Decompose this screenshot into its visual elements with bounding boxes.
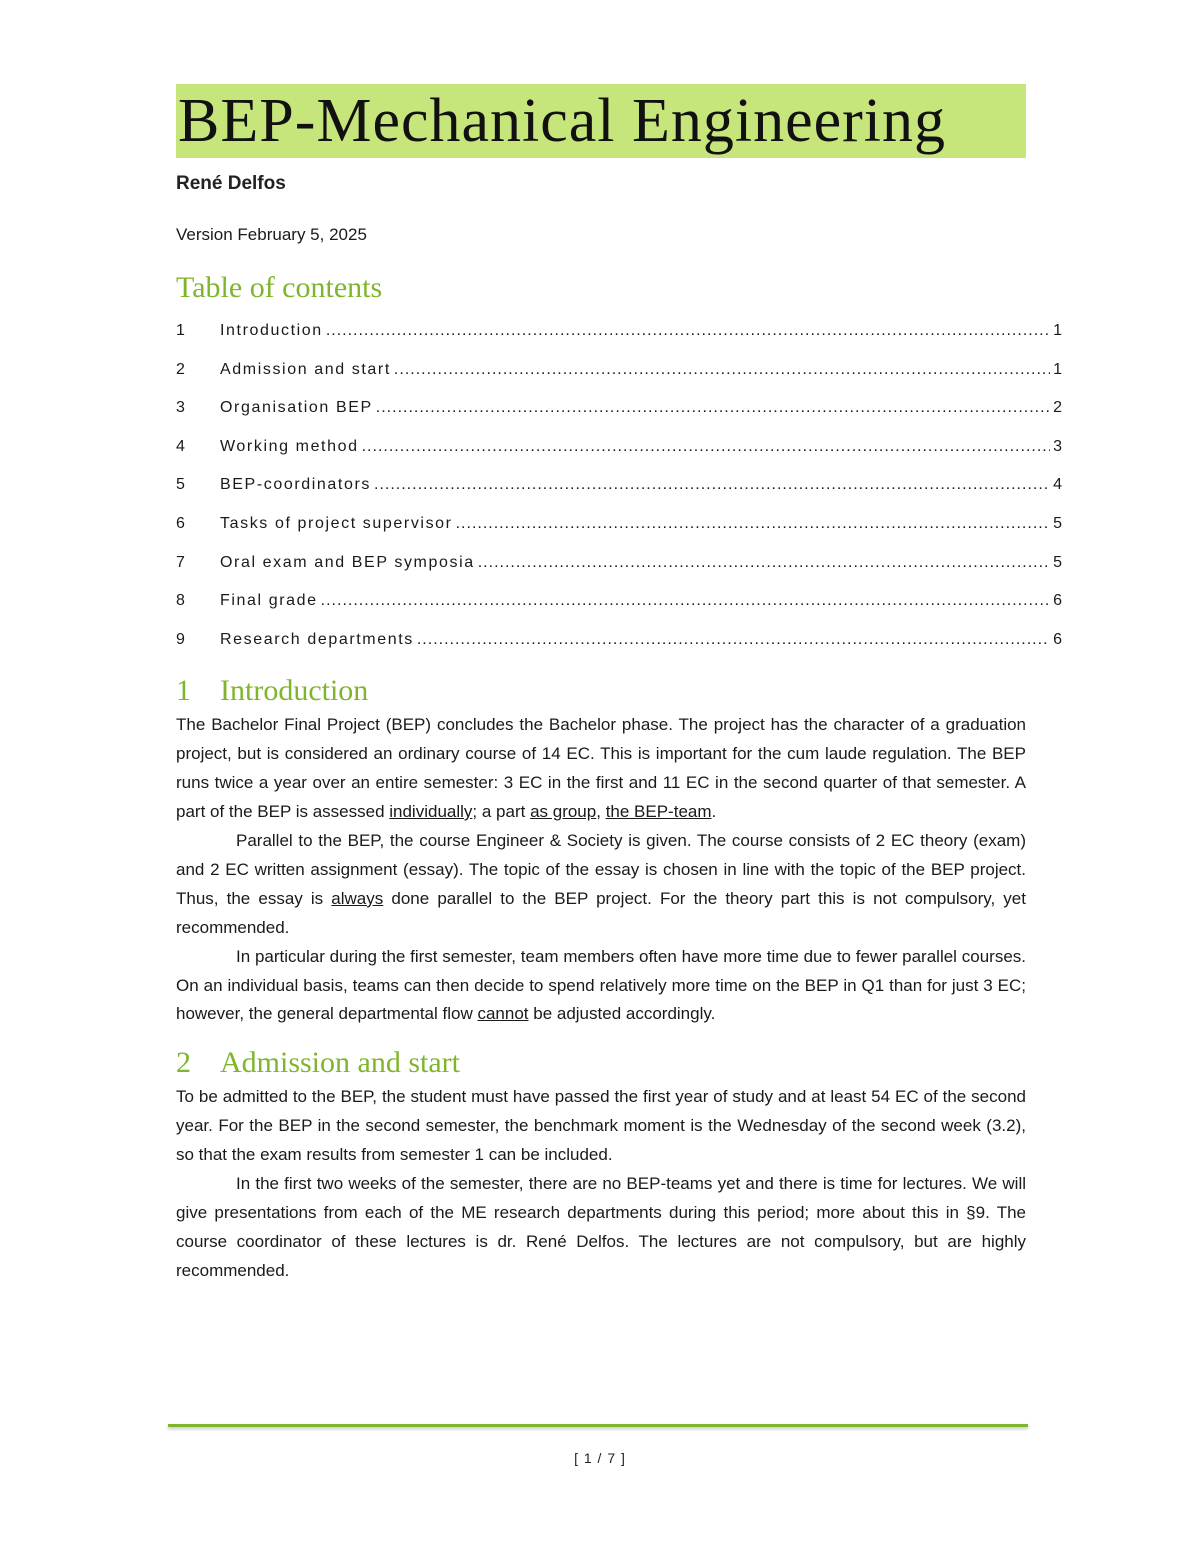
admission-paragraph-1: To be admitted to the BEP, the student must have passed the first year of study and at least 54 EC of the second year. For the BEP in the second semester, the benchmark moment is the Wednesday of the second week (3.2), so that the exam results from semester 1 can be included. — [176, 1087, 1026, 1165]
toc-entry-title: Tasks of project supervisor — [220, 514, 453, 532]
toc-dot-leader — [417, 621, 1050, 660]
section-title: Admission and start — [220, 1046, 460, 1080]
toc-entry-title: Organisation BEP — [220, 399, 373, 417]
toc-entry-page: 5 — [1053, 553, 1062, 571]
toc-entry-page: 5 — [1053, 514, 1062, 532]
toc-entry-number: 5 — [176, 476, 185, 494]
document-version: Version February 5, 2025 — [176, 225, 367, 244]
section-title: Introduction — [220, 674, 369, 708]
toc-entry-title: Working method — [220, 437, 359, 455]
footer-divider — [168, 1424, 1028, 1427]
toc-entry-9[interactable] — [176, 621, 1062, 660]
toc-entry-title: Oral exam and BEP symposia — [220, 553, 475, 571]
toc-entry-1[interactable] — [176, 312, 1062, 351]
toc-entry-page: 4 — [1053, 476, 1062, 494]
section-heading-introduction — [176, 671, 1026, 711]
toc-entry-page: 6 — [1053, 630, 1062, 648]
toc-entry-3[interactable] — [176, 389, 1062, 428]
toc-heading: Table of contents — [176, 271, 383, 304]
toc-dot-leader — [321, 582, 1050, 621]
toc-entry-6[interactable] — [176, 505, 1062, 544]
underlined-text: always — [331, 888, 384, 908]
toc-entry-page: 1 — [1053, 360, 1062, 378]
section-number: 2 — [176, 1046, 191, 1080]
underlined-text: as group — [530, 802, 597, 822]
toc-entry-number: 1 — [176, 322, 185, 339]
toc-entry-8[interactable] — [176, 582, 1062, 621]
toc-entry-number: 9 — [176, 630, 185, 648]
toc-entry-number: 8 — [176, 592, 185, 610]
toc-dot-leader — [456, 505, 1050, 544]
document-author: René Delfos — [176, 173, 286, 194]
underlined-text: the BEP-team — [605, 802, 712, 822]
section-heading-admission — [176, 1043, 1026, 1083]
toc-entry-page: 2 — [1053, 399, 1062, 417]
underlined-text: individually — [389, 802, 473, 822]
toc-dot-leader — [362, 428, 1050, 467]
toc-entry-title: Admission and start — [220, 360, 391, 378]
admission-paragraph-2: In the first two weeks of the semester, there are no BEP-teams yet and there is time for lectures. We will give presentations from each of the ME research departments during this period; more about this in §9. The course coordinator of these lectures is dr. René Delfos. The lectures are not compulsory, but are highly recommended. — [176, 1174, 1026, 1280]
toc-entry-number: 2 — [176, 360, 185, 378]
toc-entry-title: BEP-coordinators — [220, 476, 371, 494]
toc-entry-5[interactable] — [176, 466, 1062, 505]
toc-entry-number: 3 — [176, 399, 185, 417]
page-indicator: [ 1 / 7 ] — [574, 1450, 626, 1466]
toc-dot-leader — [394, 351, 1050, 390]
document-title: BEP-Mechanical Engineering — [176, 84, 1026, 158]
intro-paragraph-1: The Bachelor Final Project (BEP) concludes the Bachelor phase. The project has the character of a graduation project, but is considered an ordinary course of 14 EC. This is important for the cum laude regulation. The BEP runs twice a year over an entire semester: 3 EC in the first and 11 EC in the second quarter of that semester. A part of the BEP is assessed individually; a part as group, the BEP-team. — [176, 715, 1026, 822]
toc-entry-title: Final grade — [220, 592, 318, 610]
toc-dot-leader — [376, 389, 1050, 428]
section-number: 1 — [176, 674, 191, 708]
toc-entry-2[interactable] — [176, 351, 1062, 390]
toc-dot-leader — [478, 544, 1050, 583]
toc-dot-leader — [326, 312, 1050, 351]
toc-entry-page: 1 — [1053, 322, 1062, 339]
toc-entry-number: 6 — [176, 514, 185, 532]
document-page — [176, 84, 1062, 1286]
toc-entry-number: 4 — [176, 437, 185, 455]
toc-entry-7[interactable] — [176, 544, 1062, 583]
intro-paragraph-3: In particular during the first semester, team members often have more time due to fewer parallel courses. On an individual basis, teams can then decide to spend relatively more time on the BEP in Q1 than for just 3 EC; however, the general departmental flow cannot be adjusted accordingly. — [176, 946, 1026, 1024]
toc-entry-page: 6 — [1053, 592, 1062, 610]
toc-entry-page: 3 — [1053, 437, 1062, 455]
toc-dot-leader — [374, 466, 1050, 505]
underlined-text: cannot — [477, 1004, 529, 1024]
toc-entry-number: 7 — [176, 553, 185, 571]
table-of-contents — [176, 312, 1062, 659]
intro-paragraph-2: Parallel to the BEP, the course Engineer & Society is given. The course consists of 2 EC theory (exam) and 2 EC written assignment (essay). The topic of the essay is chosen in line with the topic of the BEP project. Thus, the essay is always done parallel to the BEP project. For the theory part this is not compulsory, yet recommended. — [176, 830, 1026, 937]
toc-entry-title: Introduction — [220, 322, 323, 339]
toc-entry-title: Research departments — [220, 630, 414, 648]
toc-entry-4[interactable] — [176, 428, 1062, 467]
